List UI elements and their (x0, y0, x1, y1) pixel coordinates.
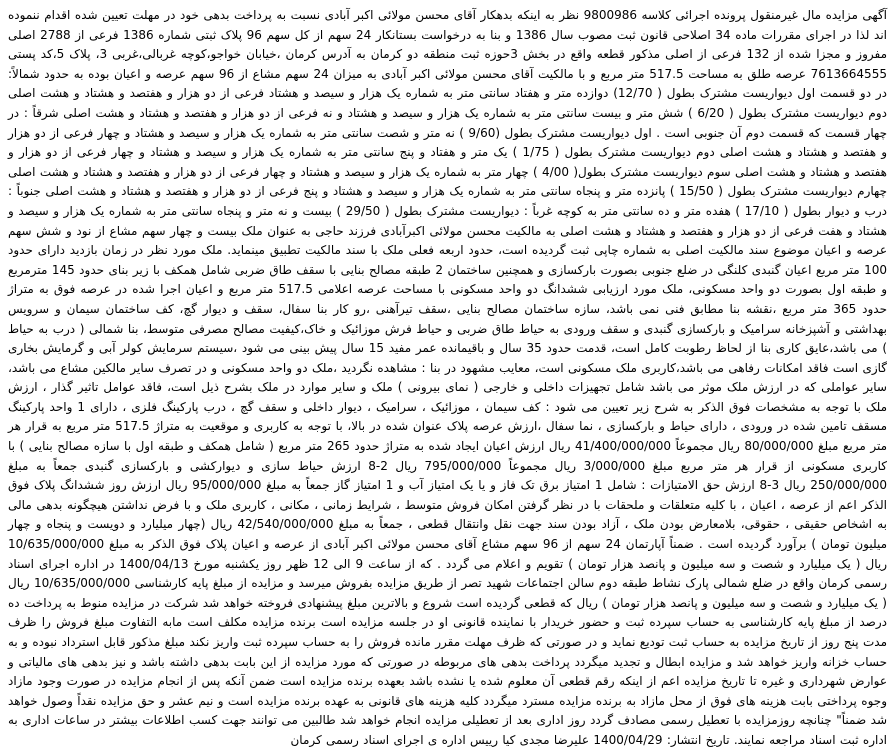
notice-body: آگهی مزایده مال غیرمنقول پرونده اجرائی کلاسه 9800986 نظر به اینکه بدهکار آقای محسن مولائی اکبر آبادی نسبت به پرداخت بدهی خود در مهلت تعیین شده اقدام ننموده اند لذا در اجرای مقررات ماده 34 اصلاحی قانون ثبت مصوب سال 1386 و بنا به درخواست بستانکار 24 سهم از کل سهم 96 پلاک ثبتی شماره 1386 فرعی از 2788 اصلی مفروز و مجزا شده از 132 فرعی از اصلی مذکور قطعه واقع در بخش 3حوزه ثبت منطقه دو کرمان به آدرس کرمان ،خیابان خواجو،کوچه غربالی،غربی 3، پلاک 5،کد پستی 7613664555 عرصه طلق به مساحت 517.5 متر مربع و با مالکیت آقای محسن مولائی اکبر آبادی به میزان 24 سهم مشاع از 96 سهم عرصه و اعیان بوده به حدود شمالاً: در دو قسمت اول دیواریست مشترک بطول ( 12/70) دوازده متر و هفتاد سانتی متر به شماره یک هزار و سیصد و هشتاد فرعی از دو هزار و هفتصد و هشتاد و هشت اصلی دوم دیواریست مشترک بطول ( 6/20 ) شش متر و بیست سانتی متر به شماره یک هزار و سیصد و هشتاد و نه فرعی از دو هزار و هفتصد و هشتاد و هشت اصلی شرقاً : در چهار قسمت که قسمت دوم آن جنوبی است . اول دیواریست مشترک بطول (9/60 ) نه متر و شصت سانتی متر به شماره یک هزار و سیصد و هشتاد و چهار فرعی از دو هزار و هفتصد و هشتاد و هشت اصلی دوم دیواریست مشترک بطول ( 1/75 ) یک متر و هفتاد و پنج سانتی متر به شماره یک هزار و سیصد و هشتاد و چهار فرعی از دو هزار و هفتصد و هشتاد و هشت اصلی سوم دیواریست مشترک بطول( 4/00 ) چهار متر به شماره یک هزار و سیصد و هشتاد و چهار فرعی از دو هزار و هفتصد و هشتاد و هشت اصلی چهارم دیواریست مشترک بطول ( 15/50 ) پانزده متر و پنجاه سانتی متر به شماره یک هزار و سیصد و هشتاد و پنج فرعی از دو هزار و هفتصد و هشتاد و هشت اصلی جنوباً : درب و دیوار بطول ( 17/10 ) هفده متر و ده سانتی متر به کوچه غرباً : دیواریست مشترک بطول ( 29/50 ) بیست و نه متر و پنجاه سانتی متر به شماره یک هزار و سیصد و هشتاد و هفت فرعی از دو هزار و هفتصد و هشتاد و هشت اصلی به مالکیت محسن مولائی اکبرآبادی فرزند حاجی به عنوان ملک بیست و چهار سهم مشاع از نود و شش سهم عرصه و اعیان موضوع سند مالکیت اصلی به شماره چاپی ثبت گردیده است، حدود اربعه فعلی ملک با سند مالکیت تطبیق مینماید. ملک مورد نظر در زمان بازدید دارای حدود 100 متر مربع اعیان گنبدی کلنگی در ضلع جنوبی بصورت بارکسازی و همچنین ساختمان 2 طبقه مصالح بنایی با سقف طاق ضربی شامل همکف با زیر بنای حدود 145 مترمربع و طبقه اول بصورت دو واحد مسکونی، ملک مورد ارزیابی ششدانگ دو واحد مسکونی با مساحت عرصه اعلامی 517.5 متر مربع و اعیان اجرا شده در عرصه فوق به متراژ حدود 365 متر مربع ،نقشه بنا مطابق فنی نمی باشد، سازه ساختمان مصالح بنایی ،سقف تیرآهنی ،رو کار بنا سفال، سقف و دیوار گچ، کف ساختمان سیمان و سرویس بهداشتی و آشپزخانه سرامیک و بارکسازی گنبدی و سقف ورودی به حیاط طاق ضربی و حیاط فرش موزائیک و خاک،کیفیت مصالح مصرفی متوسط، بنا شمالی ( درب به حیاط ) می باشد،عایق کاری بنا از لحاظ رطوبت کامل است، قدمت حدود 35 سال و باقیمانده عمر مفید 15 سال پیش بینی می شود ،سیستم سرمایش کولر آبی و گرمایش بخاری گازی است فاقد امکانات رفاهی می باشد،کاربری ملک مسکونی است، معایب مشهود در بنا : مشاهده نگردید ،ملک دو واحد مسکونی و در تصرف سایر مالکین مشاع می باشد، سایر عواملی که در ارزش ملک موثر می باشد شامل تجهیزات داخلی و خارجی ( نمای بیرونی ) ملک و سایر موارد در ملک بشرح ذیل است، فاقد عوامل تاثیر گذار ، ارزش ملک با توجه به مشخصات فوق الذکر به شرح زیر تعیین می شود : کف سیمان ، موزائیک ، سرامیک ، دیوار داخلی و سقف گچ ، درب پارکینگ فلزی ، دارای 1 واحد پارکینگ مسقف تامین شده در ورودی ، دارای حیاط و بارکسازی ، نما سفال ،ارزش عرصه پلاک عنوان شده در بالا، با توجه به کاربری و موقعیت به متراژ 517.5 متر مربع به قرار هر متر مربع مبلغ 80/000/000 ریال مجموعاً 41/400/000/000 ریال ارزش اعیان ایجاد شده به متراژ حدود 265 متر مربع ( شامل همکف و طبقه اول با سازه مصالح بنایی ) با کاربری مسکونی از قرار هر متر مربع مبلغ 3/000/000 ریال مجموعاً 795/000/000 ریال 2-8 ارزش حیاط سازی و دیوارکشی و بارکسازی گنبدی جمعاً به مبلغ 250/000/000 ریال 3-8 ارزش حق الامتیازات : شامل 1 امتیاز برق تک فاز و یا یک امتیاز آب و 1 امتیاز گاز جمعاً به مبلغ 95/000/000 ریال ارزش روز ششدانگ پلاک فوق الذکر اعم از عرصه ، اعیان ، با کلیه متعلقات و ملحقات با در نظر گرفتن امکان فروش متوسط ، شرایط زمانی ، مکانی ، کاربری ملک و با فرض نداشتن هیچگونه بدهی مالی به اشخاص حقیقی ، حقوقی، بلامعارض بودن ملک ، آزاد بودن سند جهت نقل وانتقال قطعی ، جمعاً به مبلغ 42/540/000/000 ریال (چهار میلیارد و دویست و پنجاه و چهار میلیون تومان ) برآورد گردیده است . ضمناً آپارتمان 24 سهم از 96 سهم مشاع آقای محسن مولائی اکبر آبادی از عرصه و اعیان پلاک فوق الذکر به مبلغ 10/635/000/000 ریال ( یک میلیارد و شصت و سه میلیون و پانصد هزار تومان ) تقویم و اعلام می گردد . که از ساعت 9 الی 12 ظهر روز یکشنبه مورخ 1400/04/13 در اداره اجرای اسناد رسمی کرمان واقع در ضلع شمالی پارک نشاط طبقه دوم سالن اجتماعات شهید تصر از طریق مزایده بفروش میرسد و مزایده از مبلغ پایه کارشناسی 10/635/000/000 ریال ( یک میلیارد و شصت و سه میلیون و پانصد هزار تومان ) ریال که قطعی گردیده است شروع و بالاترین مبلغ پیشنهادی فروخته خواهد شد شرکت در مزایده منوط به پرداخت ده درصد از مبلغ پایه کارشناسی به حساب سپرده ثبت و حضور خریدار با نماینده قانونی او در جلسه مزایده است برنده مزایده مکلف است مابه التفاوت مبلغ فروش را ظرف مدت پنج روز از تاریخ مزایده به حساب ثبت تودیع نماید و در صورتی که ظرف مهلت مقرر مانده فروش را به حساب سپرده ثبت واریز نکند مبلغ مذکور قابل استرداد نبوده و به حساب خزانه واریز خواهد شد و مزایده ابطال و تجدید میگردد پرداخت بدهی های مربوطه در صورتی که مورد مزایده از این بابت بدهی داشته باشد و نیز بدهی های مالیاتی و عوارض شهرداری و غیره تا تاریخ مزایده اعم از اینکه رقم قطعی آن معلوم شده یا نشده باشد بعهده برنده مزایده است ضمن آنکه پس از انجام مزایده در صورت وجود مازاد وجوه پرداختی بابت هزینه های فوق از محل مازاد به برنده مزایده مسترد میگردد کلیه هزینه های قانونی به عهده برنده مزایده است و نیم عشر و حق مزایده نقداً وصول خواهد شد ضمناً" چنانچه روزمزایده با تعطیل رسمی مصادف گردد روز اداری بعد از تعطیلی مزایده انجام خواهد شد طالبین می توانند جهت کسب اطلاعات بیشتر در ساعات اداری به اداره ثبت اسناد مراجعه نمایند. تاریخ انتشار: 1400/04/29 علیرضا مجدی کیا رییس اداره ی اجرای اسناد رسمی کرمان (8, 8, 888, 747)
